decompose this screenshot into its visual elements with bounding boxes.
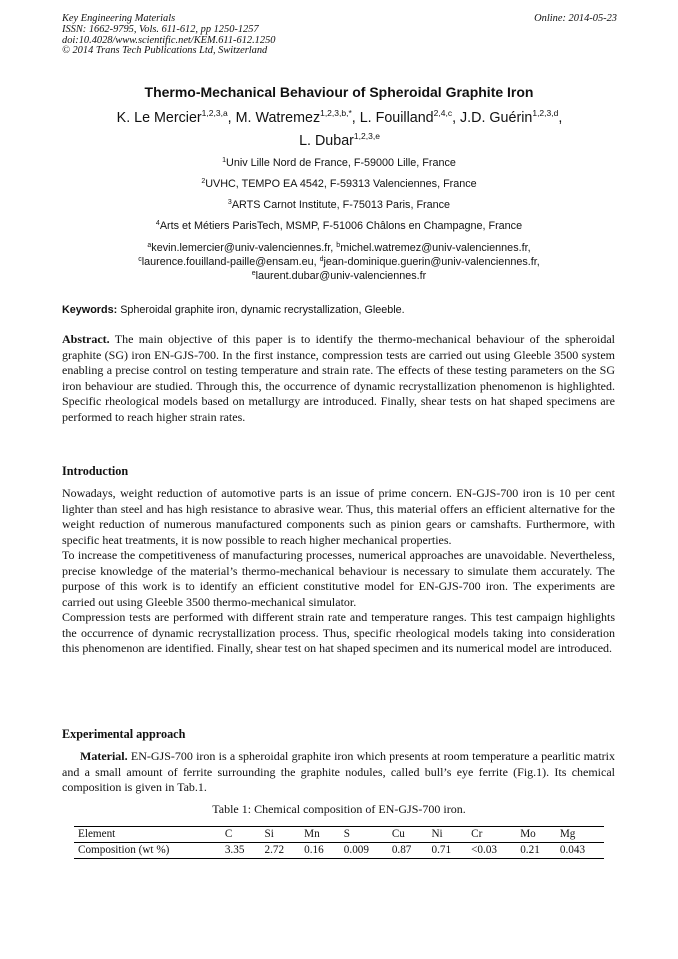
abstract-text: The main objective of this paper is to identify the thermo-mechanical behaviour of the spheroidal graphite (SG) iron EN-GJS-700. In the first instance, compression tests are carried out using Gleeble 3500 system enabling a precise control on testing temperature and strain rate. The effects of these testing parameters on the SG iron behaviour are studied. Through this, the occurrence of dynamic recrystallization phenomenon is highlighted. Specific rheological models based on metallurgy are introduced. Finally, shear tests on hat shaped specimens are performed to reach higher strain rates. xyxy=(62,332,615,424)
affiliation: $^3$ARTS Carnot Institute, F-75013 Paris, France xyxy=(227,199,451,211)
doi-line: doi:10.4028/www.scientific.net/KEM.611-612.1250 xyxy=(62,34,276,46)
chemical-composition-table xyxy=(74,826,604,859)
keywords xyxy=(62,304,617,316)
introduction-heading: Introduction xyxy=(62,464,129,478)
email-link[interactable]: $^e$laurent.dubar@univ-valenciennes.fr xyxy=(251,270,427,282)
table-header-cell: Cr xyxy=(471,828,483,840)
author: J.D. Guérin$^{1,2,3,d}$, xyxy=(460,108,563,126)
table-header-cell: S xyxy=(343,828,351,840)
introduction-body xyxy=(62,486,615,657)
email-link[interactable]: $^c$laurence.fouilland-paille@ensam.eu, xyxy=(138,256,320,268)
issn-line: ISSN: 1662-9795, Vols. 611-612, pp 1250-1257 xyxy=(62,23,259,35)
copyright-line: © 2014 Trans Tech Publications Ltd, Switzerland xyxy=(62,45,268,57)
author-list xyxy=(62,107,617,153)
table-header-cell: Mg xyxy=(559,828,576,840)
table-cell: 0.043 xyxy=(559,844,586,856)
email-link[interactable]: $^a$kevin.lemercier@univ-valenciennes.fr, xyxy=(147,242,337,254)
affiliation: $^1$Univ Lille Nord de France, F-59000 Lille, France xyxy=(222,157,456,169)
author: L. Dubar$^{1,2,3,e}$ xyxy=(299,131,380,149)
paragraph: Nowadays, weight reduction of automotive parts is an issue of prime concern. EN-GJS-700 iron is 10 per cent lighter than steel and has high resistance to abrasive wear. Thus, this material offers an efficient alternative for the weight reduction of numerous manufactured components such as pinion gears or camshafts. Furthermore, with specific heat treatments, it is now possible to reach higher mechanical properties. xyxy=(62,486,615,547)
material-label: Material. xyxy=(80,749,128,763)
paper-title: Thermo-Mechanical Behaviour of Spheroidal Graphite Iron xyxy=(144,84,534,100)
email-link[interactable]: $^d$jean-dominique.guerin@univ-valenciennes.fr, xyxy=(319,256,540,268)
table-header-cell: Mo xyxy=(520,828,536,840)
table-header-cell: C xyxy=(224,828,233,840)
table-header-cell: Mn xyxy=(304,828,320,840)
material-paragraph xyxy=(62,749,615,796)
table-row xyxy=(74,843,604,859)
affiliation: $^2$UVHC, TEMPO EA 4542, F-59313 Valenciennes, France xyxy=(201,178,477,190)
affiliation: $^4$Arts et Métiers ParisTech, MSMP, F-51006 Châlons en Champagne, France xyxy=(155,220,523,232)
table-cell: 2.72 xyxy=(264,844,285,856)
author: M. Watremez$^{1,2,3,b,*}$, xyxy=(235,108,360,126)
table-header-cell: Element xyxy=(78,828,116,840)
table-cell: 3.35 xyxy=(224,844,245,856)
table-cell: 0.16 xyxy=(304,844,324,856)
journal-name: Key Engineering Materials xyxy=(62,13,176,24)
table-header-row xyxy=(74,827,604,843)
table-cell: Composition (wt %) xyxy=(78,844,170,856)
abstract-label: Abstract. xyxy=(62,332,110,346)
material-text: EN-GJS-700 iron is a spheroidal graphite iron which presents at room temperature a pearlitic matrix and a small amount of ferrite surrounding the graphite nodules, called bull’s eye ferrite (Fig.1). Its chemical composition is given in Tab.1. xyxy=(62,749,615,794)
table-cell: 0.87 xyxy=(391,844,412,856)
keywords-text: Spheroidal graphite iron, dynamic recrystallization, Gleeble. xyxy=(120,304,405,316)
table-header-cell: Ni xyxy=(431,828,443,840)
table-header-cell: Cu xyxy=(391,828,405,840)
paragraph: To increase the competitiveness of manufacturing processes, numerical approaches are unavoidable. Nevertheless, precise knowledge of the material’s thermo-mechanical behaviour is necessary to simulate them accurately. The purpose of this work is to identify an efficient constitutive model for EN-GJS-700 iron. The experiments are carried out using Gleeble 3500 thermo-mechanical simulator. xyxy=(62,548,615,609)
author-emails xyxy=(0,241,678,283)
email-link[interactable]: $^b$michel.watremez@univ-valenciennes.fr, xyxy=(336,242,531,254)
table-cell: 0.009 xyxy=(343,844,369,856)
author: L. Fouilland$^{2,4,c}$, xyxy=(359,108,461,126)
table-cell: 0.71 xyxy=(431,844,452,856)
keywords-label: Keywords: xyxy=(62,304,118,316)
paragraph: Compression tests are performed with different strain rate and temperature ranges. This test campaign highlights the occurrence of dynamic recrystallization process. Thus, specific rheological models taking into consideration this phenomenon are identified. Finally, shear test on hat shaped specimen and its numerical model are introduced. xyxy=(62,610,615,655)
table-cell: <0.03 xyxy=(471,844,498,856)
table-cell: 0.21 xyxy=(520,844,540,856)
abstract xyxy=(62,332,615,425)
journal-header xyxy=(62,14,617,57)
online-date: Online: 2014-05-23 xyxy=(534,13,617,24)
table-caption: Table 1: Chemical composition of EN-GJS-700 iron. xyxy=(212,802,466,816)
table-header-cell: Si xyxy=(264,828,274,840)
experimental-heading: Experimental approach xyxy=(62,727,186,741)
author: K. Le Mercier$^{1,2,3,a}$, xyxy=(116,108,236,126)
